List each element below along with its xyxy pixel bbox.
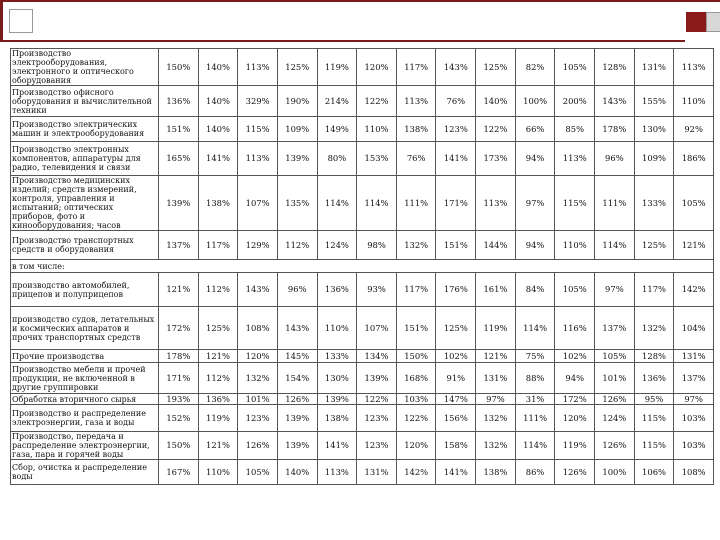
value-cell: 141% (198, 142, 238, 176)
value-cell: 126% (277, 394, 317, 405)
value-cell: 94% (515, 142, 555, 176)
value-cell: 97% (674, 394, 714, 405)
value-cell: 114% (317, 176, 357, 231)
value-cell: 96% (595, 142, 635, 176)
row-label: Производство электронных компонентов, аппаратуры для радио, телевидения и связи (11, 142, 159, 176)
value-cell: 140% (198, 86, 238, 117)
value-cell: 117% (198, 231, 238, 260)
table-body (11, 49, 714, 485)
row-label: Производство транспортных средств и оборудования (11, 231, 159, 260)
table-row (11, 117, 714, 142)
table-row (11, 405, 714, 432)
value-cell: 151% (159, 117, 199, 142)
value-cell: 140% (198, 117, 238, 142)
value-cell: 123% (357, 432, 397, 460)
value-cell: 97% (515, 176, 555, 231)
value-cell: 131% (634, 49, 674, 86)
value-cell: 136% (159, 86, 199, 117)
value-cell: 151% (436, 231, 476, 260)
value-cell: 137% (674, 363, 714, 394)
value-cell: 97% (595, 273, 635, 307)
header-decor-line (0, 40, 685, 42)
value-cell: 134% (357, 350, 397, 363)
row-label: Производство мебели и прочей продукции, не включенной в другие группировки (11, 363, 159, 394)
value-cell: 126% (555, 460, 595, 485)
value-cell: 144% (476, 231, 516, 260)
value-cell: 119% (317, 49, 357, 86)
value-cell: 110% (674, 86, 714, 117)
value-cell: 136% (634, 363, 674, 394)
production-index-table (10, 48, 714, 485)
value-cell: 108% (674, 460, 714, 485)
value-cell: 31% (515, 394, 555, 405)
value-cell: 136% (198, 394, 238, 405)
value-cell: 93% (357, 273, 397, 307)
value-cell: 147% (436, 394, 476, 405)
decor-square-light (706, 12, 720, 32)
value-cell: 131% (476, 363, 516, 394)
value-cell: 152% (159, 405, 199, 432)
value-cell: 141% (436, 460, 476, 485)
value-cell: 102% (436, 350, 476, 363)
value-cell: 125% (436, 307, 476, 350)
value-cell: 133% (634, 176, 674, 231)
value-cell: 120% (396, 432, 436, 460)
value-cell: 121% (198, 350, 238, 363)
value-cell: 114% (515, 307, 555, 350)
value-cell: 96% (277, 273, 317, 307)
value-cell: 151% (396, 307, 436, 350)
value-cell: 124% (595, 405, 635, 432)
value-cell: 132% (476, 405, 516, 432)
value-cell: 103% (396, 394, 436, 405)
value-cell: 119% (476, 307, 516, 350)
value-cell: 172% (555, 394, 595, 405)
value-cell: 158% (436, 432, 476, 460)
table-row (11, 350, 714, 363)
value-cell: 111% (515, 405, 555, 432)
value-cell: 186% (674, 142, 714, 176)
value-cell: 82% (515, 49, 555, 86)
value-cell: 117% (396, 273, 436, 307)
value-cell: 138% (396, 117, 436, 142)
row-label: производство судов, летательных и космических аппаратов и прочих транспортных средств (11, 307, 159, 350)
value-cell: 85% (555, 117, 595, 142)
value-cell: 176% (436, 273, 476, 307)
value-cell: 193% (159, 394, 199, 405)
value-cell: 66% (515, 117, 555, 142)
value-cell: 161% (476, 273, 516, 307)
value-cell: 98% (357, 231, 397, 260)
value-cell: 122% (357, 86, 397, 117)
subheader-label: в том числе: (11, 260, 714, 273)
value-cell: 200% (555, 86, 595, 117)
value-cell: 137% (159, 231, 199, 260)
value-cell: 140% (198, 49, 238, 86)
value-cell: 95% (634, 394, 674, 405)
top-decor-bar (0, 0, 720, 2)
value-cell: 92% (674, 117, 714, 142)
value-cell: 75% (515, 350, 555, 363)
value-cell: 115% (555, 176, 595, 231)
value-cell: 329% (238, 86, 278, 117)
value-cell: 110% (555, 231, 595, 260)
value-cell: 165% (159, 142, 199, 176)
value-cell: 139% (317, 394, 357, 405)
table-row (11, 231, 714, 260)
value-cell: 103% (674, 405, 714, 432)
value-cell: 138% (198, 176, 238, 231)
value-cell: 116% (555, 307, 595, 350)
value-cell: 100% (595, 460, 635, 485)
table-row (11, 363, 714, 394)
value-cell: 120% (357, 49, 397, 86)
value-cell: 129% (238, 231, 278, 260)
value-cell: 123% (436, 117, 476, 142)
value-cell: 126% (238, 432, 278, 460)
value-cell: 142% (674, 273, 714, 307)
value-cell: 133% (317, 350, 357, 363)
value-cell: 130% (634, 117, 674, 142)
value-cell: 112% (198, 363, 238, 394)
table-row (11, 432, 714, 460)
value-cell: 139% (277, 432, 317, 460)
value-cell: 143% (595, 86, 635, 117)
value-cell: 138% (317, 405, 357, 432)
value-cell: 110% (317, 307, 357, 350)
value-cell: 109% (634, 142, 674, 176)
value-cell: 121% (674, 231, 714, 260)
value-cell: 113% (238, 142, 278, 176)
value-cell: 190% (277, 86, 317, 117)
value-cell: 123% (238, 405, 278, 432)
value-cell: 126% (595, 394, 635, 405)
value-cell: 110% (198, 460, 238, 485)
value-cell: 115% (634, 432, 674, 460)
value-cell: 167% (159, 460, 199, 485)
value-cell: 153% (357, 142, 397, 176)
value-cell: 156% (436, 405, 476, 432)
value-cell: 105% (555, 49, 595, 86)
value-cell: 94% (555, 363, 595, 394)
value-cell: 132% (476, 432, 516, 460)
value-cell: 111% (396, 176, 436, 231)
value-cell: 149% (317, 117, 357, 142)
value-cell: 131% (357, 460, 397, 485)
value-cell: 141% (436, 142, 476, 176)
value-cell: 117% (396, 49, 436, 86)
value-cell: 137% (595, 307, 635, 350)
value-cell: 178% (159, 350, 199, 363)
value-cell: 125% (277, 49, 317, 86)
value-cell: 94% (515, 231, 555, 260)
value-cell: 86% (515, 460, 555, 485)
table-row (11, 460, 714, 485)
value-cell: 145% (277, 350, 317, 363)
value-cell: 105% (555, 273, 595, 307)
value-cell: 136% (317, 273, 357, 307)
row-label: производство автомобилей, прицепов и полуприцепов (11, 273, 159, 307)
table-row (11, 394, 714, 405)
value-cell: 128% (595, 49, 635, 86)
table-row (11, 49, 714, 86)
value-cell: 150% (159, 432, 199, 460)
value-cell: 103% (674, 432, 714, 460)
row-label: Производство медицинских изделий; средств измерений, контроля, управления и испытаний; оптических приборов, фото и кинооборудования; часов (11, 176, 159, 231)
value-cell: 123% (357, 405, 397, 432)
value-cell: 139% (277, 405, 317, 432)
value-cell: 108% (238, 307, 278, 350)
value-cell: 113% (674, 49, 714, 86)
value-cell: 76% (436, 86, 476, 117)
value-cell: 97% (476, 394, 516, 405)
value-cell: 113% (396, 86, 436, 117)
value-cell: 172% (159, 307, 199, 350)
value-cell: 171% (436, 176, 476, 231)
value-cell: 130% (317, 363, 357, 394)
value-cell: 150% (159, 49, 199, 86)
value-cell: 112% (277, 231, 317, 260)
value-cell: 117% (634, 273, 674, 307)
row-label: Прочие производства (11, 350, 159, 363)
value-cell: 115% (238, 117, 278, 142)
value-cell: 124% (317, 231, 357, 260)
value-cell: 115% (634, 405, 674, 432)
value-cell: 101% (238, 394, 278, 405)
value-cell: 140% (476, 86, 516, 117)
subheader-row (11, 260, 714, 273)
value-cell: 139% (357, 363, 397, 394)
value-cell: 80% (317, 142, 357, 176)
value-cell: 125% (198, 307, 238, 350)
value-cell: 114% (357, 176, 397, 231)
value-cell: 106% (634, 460, 674, 485)
value-cell: 125% (634, 231, 674, 260)
value-cell: 121% (198, 432, 238, 460)
value-cell: 84% (515, 273, 555, 307)
value-cell: 105% (595, 350, 635, 363)
value-cell: 143% (277, 307, 317, 350)
value-cell: 125% (476, 49, 516, 86)
value-cell: 150% (396, 350, 436, 363)
row-label: Производство электрооборудования, электронного и оптического оборудования (11, 49, 159, 86)
table-row (11, 86, 714, 117)
value-cell: 131% (674, 350, 714, 363)
value-cell: 120% (238, 350, 278, 363)
row-label: Сбор, очистка и распределение воды (11, 460, 159, 485)
value-cell: 139% (277, 142, 317, 176)
value-cell: 104% (674, 307, 714, 350)
row-label: Производство, передача и распределение электроэнергии, газа, пара и горячей воды (11, 432, 159, 460)
value-cell: 113% (555, 142, 595, 176)
value-cell: 155% (634, 86, 674, 117)
value-cell: 132% (238, 363, 278, 394)
value-cell: 110% (357, 117, 397, 142)
value-cell: 214% (317, 86, 357, 117)
value-cell: 114% (515, 432, 555, 460)
value-cell: 140% (277, 460, 317, 485)
row-label: Производство офисного оборудования и вычислительной техники (11, 86, 159, 117)
row-label: Обработка вторичного сырья (11, 394, 159, 405)
value-cell: 121% (159, 273, 199, 307)
value-cell: 113% (476, 176, 516, 231)
value-cell: 113% (317, 460, 357, 485)
value-cell: 101% (595, 363, 635, 394)
row-label: Производство и распределение электроэнергии, газа и воды (11, 405, 159, 432)
value-cell: 171% (159, 363, 199, 394)
value-cell: 100% (515, 86, 555, 117)
value-cell: 122% (357, 394, 397, 405)
value-cell: 142% (396, 460, 436, 485)
value-cell: 135% (277, 176, 317, 231)
value-cell: 91% (436, 363, 476, 394)
decor-square-dark (686, 12, 706, 32)
value-cell: 88% (515, 363, 555, 394)
value-cell: 76% (396, 142, 436, 176)
value-cell: 120% (555, 405, 595, 432)
decor-square-left (9, 9, 33, 33)
value-cell: 109% (277, 117, 317, 142)
value-cell: 138% (476, 460, 516, 485)
value-cell: 168% (396, 363, 436, 394)
value-cell: 132% (634, 307, 674, 350)
value-cell: 121% (476, 350, 516, 363)
value-cell: 105% (238, 460, 278, 485)
value-cell: 154% (277, 363, 317, 394)
value-cell: 173% (476, 142, 516, 176)
value-cell: 114% (595, 231, 635, 260)
value-cell: 111% (595, 176, 635, 231)
value-cell: 122% (476, 117, 516, 142)
value-cell: 119% (198, 405, 238, 432)
value-cell: 178% (595, 117, 635, 142)
value-cell: 119% (555, 432, 595, 460)
value-cell: 143% (436, 49, 476, 86)
value-cell: 126% (595, 432, 635, 460)
value-cell: 122% (396, 405, 436, 432)
value-cell: 107% (238, 176, 278, 231)
value-cell: 143% (238, 273, 278, 307)
table-row (11, 307, 714, 350)
value-cell: 105% (674, 176, 714, 231)
value-cell: 139% (159, 176, 199, 231)
left-decor-line (0, 0, 3, 40)
value-cell: 102% (555, 350, 595, 363)
row-label: Производство электрических машин и электрооборудования (11, 117, 159, 142)
value-cell: 132% (396, 231, 436, 260)
value-cell: 112% (198, 273, 238, 307)
value-cell: 128% (634, 350, 674, 363)
table-row (11, 273, 714, 307)
table-row (11, 142, 714, 176)
value-cell: 141% (317, 432, 357, 460)
value-cell: 113% (238, 49, 278, 86)
value-cell: 107% (357, 307, 397, 350)
table-row (11, 176, 714, 231)
